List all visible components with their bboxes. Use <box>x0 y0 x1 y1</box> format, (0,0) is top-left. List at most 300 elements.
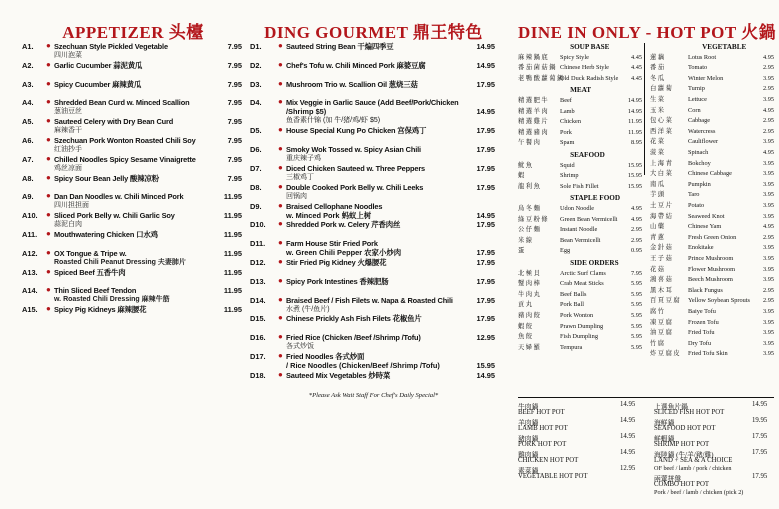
item-chinese-name: 上海青 <box>650 159 674 167</box>
bullet-icon: ● <box>278 200 283 210</box>
item-name: Fish Dumpling <box>560 333 598 341</box>
column-divider <box>644 43 645 175</box>
item-chinese-name: 貢丸 <box>518 301 534 309</box>
pot-price: 14.95 <box>620 401 636 408</box>
item-price: 3.95 <box>762 191 774 199</box>
item-chinese-name: 龍利魚 <box>518 182 542 190</box>
item-name: Spicy Pig Kidneys 麻辣腰花 <box>54 305 147 315</box>
item-name: Frozen Tofu <box>688 318 719 326</box>
item-name: Farm House Stir Fried Pork <box>286 239 378 249</box>
item-name-line2: /Shrimp $5) <box>286 107 327 117</box>
menu-item <box>250 258 497 277</box>
item-chinese-name: 老鴨酸蘿蔔鍋 <box>518 74 565 82</box>
item-name: Pork <box>560 128 572 136</box>
item-name: Watercress <box>688 127 716 135</box>
item-price: 4.95 <box>630 205 642 212</box>
item-chinese-name: 芋頭 <box>650 191 666 199</box>
item-chinese-name: 西洋菜 <box>650 127 674 135</box>
pot-chinese-name: 素菜鍋 <box>518 468 539 475</box>
item-name: Seaweed Knot <box>688 212 725 220</box>
item-price: 17.95 <box>476 257 495 267</box>
item-chinese-name: 午餐肉 <box>518 139 542 147</box>
item-price: 11.95 <box>223 192 242 202</box>
item-name: Tomato <box>688 64 708 72</box>
item-chinese-name: 精選肥牛 <box>518 97 550 104</box>
item-name: Szechuan Style Pickled Vegetable <box>54 42 168 51</box>
item-chinese-name: 番茄菌菇鍋 <box>518 64 557 72</box>
item-name: Thin Sliced Beef Tendon <box>54 286 137 296</box>
pot-price: 17.95 <box>752 449 768 456</box>
item-code: A6. <box>22 135 34 145</box>
item-chinese-name: 大白菜 <box>650 170 674 178</box>
item-name: Spicy Pork Intestines 香辣肥肠 <box>286 276 389 286</box>
item-price: 2.95 <box>762 233 774 241</box>
pot-name: PORK HOT POT <box>518 441 567 448</box>
item-chinese-name: 蝦餃 <box>518 322 534 330</box>
item-chinese-name: 豬肉餃 <box>518 312 542 319</box>
bullet-icon: ● <box>278 219 283 229</box>
bullet-icon: ● <box>46 247 51 257</box>
pot-price: 17.95 <box>752 433 768 440</box>
section-title: STAPLE FOOD <box>570 194 621 203</box>
item-code: A7. <box>22 154 34 164</box>
item-price: 17.95 <box>476 126 495 136</box>
menu-item <box>22 98 244 117</box>
item-name: Chinese Cabbage <box>688 170 732 178</box>
item-price: 11.95 <box>223 211 242 221</box>
item-price: 3.95 <box>762 244 774 252</box>
item-chinese-name: 綠豆粉條 <box>518 215 550 223</box>
item-price: 4.95 <box>630 215 642 223</box>
item-code: D5. <box>250 126 262 136</box>
item-chinese-name: 竹腐 <box>650 339 666 347</box>
menu-item <box>22 42 244 61</box>
item-chinese-name: 四川泡菜 <box>54 52 82 59</box>
item-price: 11.95 <box>223 305 242 315</box>
bullet-icon: ● <box>46 285 51 295</box>
bullet-icon: ● <box>46 266 51 276</box>
item-name: Enokitake <box>688 244 714 252</box>
item-name: Beech Mushroom <box>688 276 733 284</box>
item-price: 14.95 <box>476 60 495 70</box>
item-name: Sauteed Mix Vegetables 炒時菜 <box>286 370 391 380</box>
item-price: 7.95 <box>227 117 242 127</box>
item-name-line2: Roasted Chili Peanut Dressing 夫妻肺片 <box>54 258 186 266</box>
bullet-icon: ● <box>46 191 51 201</box>
item-name: Chicken <box>560 118 581 126</box>
bullet-icon: ● <box>46 134 51 144</box>
menu-item <box>22 174 244 193</box>
pot-chinese-name: 鮮蝦鍋 <box>654 436 675 443</box>
item-code: A12. <box>22 248 38 258</box>
menu-item <box>22 286 244 305</box>
item-chinese-name: 红油抄手 <box>54 145 82 153</box>
item-chinese-name: 冬瓜 <box>650 74 666 82</box>
pot-price: 19.95 <box>752 417 768 424</box>
item-code: D8. <box>250 182 262 192</box>
item-price: 3.95 <box>762 329 774 337</box>
item-chinese-name: 山藥 <box>650 223 666 231</box>
item-code: D14. <box>250 295 266 305</box>
menu-item <box>250 239 497 258</box>
bullet-icon: ● <box>278 369 283 379</box>
item-price: 2.95 <box>630 226 642 234</box>
item-name: Lettuce <box>688 96 707 103</box>
bullet-icon: ● <box>46 97 51 107</box>
item-chinese-name: 麻辣鍋底 <box>518 53 550 61</box>
item-name: Turnip <box>688 85 705 93</box>
item-name: Spinach <box>688 149 709 156</box>
section-title: MEAT <box>570 86 592 95</box>
item-price: 2.95 <box>762 117 774 125</box>
menu-item <box>250 296 497 315</box>
item-name: Fried Rice (Chicken /Beef /Shrimp /Tofu) <box>286 333 421 343</box>
pot-price: 14.95 <box>620 417 636 424</box>
item-name: Mouthwatering Chicken 口水鸡 <box>54 229 158 239</box>
item-name: Yellow Soybean Sprouts <box>688 297 750 305</box>
item-price: 14.95 <box>476 107 495 117</box>
item-chinese-name: 米線 <box>518 236 534 244</box>
item-name: OX Tongue & Tripe w. <box>54 248 127 258</box>
item-price: 7.95 <box>227 60 242 70</box>
item-price: 15.95 <box>627 172 642 180</box>
item-price: 14.95 <box>476 370 495 380</box>
bullet-icon: ● <box>46 172 51 182</box>
item-price: 17.95 <box>476 220 495 230</box>
item-chinese-name: 花菜 <box>650 138 666 146</box>
menu-item <box>250 164 497 183</box>
item-price: 11.95 <box>223 229 242 239</box>
item-chinese-name: 蓮藕 <box>650 53 666 61</box>
item-name: Green Bean Vermicelli <box>560 215 618 223</box>
ding-gourmet-title: DING GOURMET 鼎王特色 <box>264 23 483 42</box>
item-chinese-name: 百頁豆腐 <box>650 297 682 305</box>
bullet-icon: ● <box>278 181 283 191</box>
menu-item <box>250 98 497 126</box>
item-name: Double Cooked Pork Belly w. Chili Leeks <box>286 182 424 192</box>
item-price: 3.95 <box>762 318 774 326</box>
menu-item <box>250 352 497 371</box>
item-chinese-name: 回锅肉 <box>286 192 307 200</box>
item-code: A14. <box>22 286 38 296</box>
item-name: Taro <box>688 191 700 199</box>
appetizer-section <box>22 18 244 324</box>
item-price: 2.95 <box>762 64 774 72</box>
item-name: Dry Tofu <box>688 339 712 347</box>
item-code: D15. <box>250 314 266 324</box>
pot-price: 14.95 <box>620 433 636 440</box>
item-code: A1. <box>22 42 34 51</box>
item-name: Prawn Dumpling <box>560 322 604 330</box>
item-name: Fried Tofu Skin <box>688 350 728 358</box>
hot-pot-section <box>518 18 777 496</box>
pot-chinese-name: 羊肉鍋 <box>518 420 539 427</box>
item-chinese-name: 海帶結 <box>650 212 674 220</box>
bullet-icon: ● <box>278 238 283 248</box>
item-price: 2.95 <box>762 297 774 305</box>
bullet-icon: ● <box>278 256 283 266</box>
item-chinese-name: 重庆辣子鸡 <box>286 155 321 163</box>
item-name: Winter Melon <box>688 74 724 82</box>
item-code: D11. <box>250 239 266 249</box>
item-code: A11. <box>22 229 38 239</box>
item-chinese-name: 鱼香素什锦 (加 牛/猪/鸡/虾 $5) <box>286 117 381 125</box>
item-name: Chinese Prickly Ash Fish Filets 花椒鱼片 <box>286 314 422 324</box>
chef-special-note: *Please Ask Wait Staff For Chef's Daily Special* <box>308 391 439 399</box>
item-chinese-name: 番茄 <box>650 64 666 72</box>
item-price: 7.95 <box>227 135 242 145</box>
bullet-icon: ● <box>278 294 283 304</box>
item-price: 17.95 <box>476 182 495 192</box>
item-code: A5. <box>22 117 34 127</box>
item-chinese-name: 南瓜 <box>650 180 666 188</box>
item-chinese-name: 生菜 <box>650 96 666 103</box>
pot-name: COMBO HOT POT <box>654 481 710 488</box>
item-price: 3.95 <box>762 255 774 262</box>
item-code: D1. <box>250 42 262 51</box>
item-price: 11.95 <box>223 248 242 258</box>
item-code: D10. <box>250 220 266 230</box>
bullet-icon: ● <box>46 116 51 126</box>
item-price: 4.45 <box>630 53 642 61</box>
item-name: Bean Vermicelli <box>560 236 601 244</box>
pot-chinese-name: 豬肉鍋 <box>518 436 539 443</box>
menu-item <box>250 42 497 61</box>
menu-item <box>22 249 244 268</box>
item-price: 15.95 <box>627 161 642 169</box>
bullet-icon: ● <box>46 304 51 314</box>
bullet-icon: ● <box>278 275 283 285</box>
item-price: 14.95 <box>627 97 642 104</box>
item-name: Spam <box>560 139 575 147</box>
item-name: Lotus Root <box>688 53 717 61</box>
menu-item <box>250 314 497 333</box>
item-name: Garlic Cucumber 蒜泥黄瓜 <box>54 60 143 70</box>
item-code: D16. <box>250 333 266 343</box>
item-price: 15.95 <box>476 360 495 370</box>
pot-name: VEGETABLE HOT POT <box>518 473 588 480</box>
pot-name: LAMB HOT POT <box>518 425 568 432</box>
item-name: Braised Beef / Fish Filets w. Napa & Roasted Chili <box>286 295 453 305</box>
item-chinese-name: 菠菜 <box>650 149 666 156</box>
item-price: 2.95 <box>762 127 774 135</box>
bullet-icon: ● <box>278 350 283 360</box>
bullet-icon: ● <box>46 210 51 220</box>
item-price: 5.95 <box>630 301 642 309</box>
item-code: A8. <box>22 173 34 183</box>
item-chinese-name: 北極貝 <box>518 269 542 277</box>
bullet-icon: ● <box>278 332 283 342</box>
item-chinese-name: 三椒鸡丁 <box>286 173 314 181</box>
item-name: Chinese Yam <box>688 223 722 231</box>
item-code: D13. <box>250 276 266 286</box>
item-name: Szechuan Pork Wonton Roasted Chili Soy <box>54 135 196 145</box>
item-price: 14.95 <box>627 107 642 115</box>
item-code: A15. <box>22 305 38 315</box>
item-price: 0.95 <box>630 247 642 255</box>
pot-name: SLICED FISH HOT POT <box>654 409 725 416</box>
item-name: Beef Balls <box>560 290 587 298</box>
item-name-line2: / Rice Noodles (Chicken/Beef /Shrimp /Tofu) <box>286 360 440 370</box>
item-code: A2. <box>22 60 34 70</box>
item-name: Shrimp <box>560 172 579 180</box>
item-name: Lamb <box>560 107 575 115</box>
item-chinese-name: 鴻喜菇 <box>650 276 674 284</box>
pot-chinese-name: 牛肉鍋 <box>518 404 539 411</box>
item-price: 7.95 <box>227 79 242 89</box>
item-name: Fried Tofu <box>688 329 715 337</box>
item-name: Pork Ball <box>560 301 584 309</box>
item-price: 3.95 <box>762 159 774 167</box>
item-price: 5.95 <box>630 333 642 341</box>
item-chinese-name: 天婦羅 <box>518 343 542 351</box>
item-code: D6. <box>250 145 262 155</box>
item-name: Crab Meat Sticks <box>560 280 604 288</box>
item-code: D2. <box>250 60 262 70</box>
item-chinese-name: 鸡丝凉面 <box>54 164 82 172</box>
item-price: 4.95 <box>762 223 774 231</box>
item-name: Arctic Surf Clams <box>560 269 606 277</box>
item-name: Flower Mushroom <box>688 265 736 273</box>
item-price: 3.95 <box>762 96 774 103</box>
item-chinese-name: 蝦 <box>518 172 526 180</box>
item-name: Corn <box>688 106 701 114</box>
item-name: Spiced Beef 五香牛肉 <box>54 267 126 277</box>
item-chinese-name: 腐竹 <box>650 308 666 315</box>
item-name: Sole Fish Fillet <box>560 182 599 190</box>
item-name: Squid <box>560 161 575 169</box>
item-chinese-name: 四川担担面 <box>54 202 89 210</box>
item-price: 5.95 <box>630 322 642 330</box>
item-price: 14.95 <box>476 42 495 51</box>
item-chinese-name: 炸豆腐皮 <box>650 350 682 358</box>
item-chinese-name: 魚餃 <box>518 333 534 341</box>
item-price: 4.45 <box>630 74 642 82</box>
pot-chinese-name: 雞肉鍋 <box>518 452 539 459</box>
item-price: 3.95 <box>762 308 774 315</box>
bullet-icon: ● <box>46 153 51 163</box>
bullet-icon: ● <box>278 162 283 172</box>
menu-item <box>250 277 497 296</box>
pot-name: BEEF HOT POT <box>518 409 565 416</box>
item-price: 11.95 <box>628 128 642 136</box>
pot-price: 17.95 <box>752 473 768 480</box>
item-chinese-name: 各式炒饭 <box>286 343 314 351</box>
item-name: Udon Noodle <box>560 205 595 212</box>
item-price: 3.95 <box>762 74 774 82</box>
item-chinese-name: 玉米 <box>650 106 666 114</box>
item-price: 3.95 <box>762 212 774 220</box>
item-chinese-name: 葱油豆丝 <box>54 108 82 116</box>
item-price: 3.95 <box>762 265 774 273</box>
item-chinese-name: 蒜泥白肉 <box>54 221 82 229</box>
item-price: 5.95 <box>630 312 642 319</box>
menu-item <box>22 117 244 136</box>
item-name: Diced Chicken Sauteed w. Three Peppers <box>286 163 426 173</box>
item-code: D3. <box>250 79 262 89</box>
item-price: 3.95 <box>762 170 774 178</box>
item-name: Chef's Tofu w. Chili Minced Pork 麻婆豆腐 <box>286 60 426 70</box>
item-name: Pork Wonton <box>560 312 594 319</box>
item-price: 5.95 <box>630 343 642 351</box>
menu-item <box>22 80 244 99</box>
item-price: 3.95 <box>762 180 774 188</box>
item-price: 17.95 <box>476 79 495 89</box>
bullet-icon: ● <box>46 78 51 88</box>
item-price: 7.95 <box>227 42 242 51</box>
bullet-icon: ● <box>278 97 283 107</box>
bullet-icon: ● <box>46 228 51 238</box>
item-name-line2: w. Green Chili Pepper 农家小炒肉 <box>286 248 402 258</box>
item-chinese-name: 水煮 (牛/鱼片) <box>286 305 330 313</box>
item-name-line2: w. Minced Pork 蚂蚁上树 <box>286 210 372 220</box>
item-price: 2.95 <box>762 286 774 294</box>
item-price: 2.95 <box>762 85 774 93</box>
item-name: Cauliflower <box>688 138 719 146</box>
item-name: Sauteed String Bean 干煸四季豆 <box>286 42 394 51</box>
bullet-icon: ● <box>278 41 283 50</box>
item-price: 17.95 <box>476 163 495 173</box>
pot-name-line2: OF beef / lamb / pork / chicken <box>654 465 732 472</box>
item-price: 17.95 <box>476 248 495 258</box>
item-chinese-name: 牛肉丸 <box>518 290 542 298</box>
item-name-line2: w. Roasted Chili Dressing 麻辣牛筋 <box>54 296 170 304</box>
item-code: D7. <box>250 163 262 173</box>
item-chinese-name: 包心菜 <box>650 117 674 125</box>
item-name: Instant Noodle <box>560 226 598 234</box>
item-name: House Special Kung Po Chicken 宫保鸡丁 <box>286 126 427 136</box>
item-price: 11.95 <box>223 286 242 296</box>
menu-item <box>22 211 244 230</box>
item-chinese-name: 青蔥 <box>650 233 666 241</box>
bullet-icon: ● <box>278 313 283 323</box>
item-chinese-name: 公仔麵 <box>518 226 542 234</box>
pot-name: CHICKEN HOT POT <box>518 457 579 464</box>
menu-item <box>250 202 497 221</box>
pot-price: 14.95 <box>620 449 636 456</box>
item-code: D12. <box>250 257 266 267</box>
item-name: Spicy Cucumber 麻辣黄瓜 <box>54 79 142 89</box>
bullet-icon: ● <box>46 41 51 50</box>
item-code: A4. <box>22 98 34 108</box>
item-name: Dan Dan Noodles w. Chili Minced Pork <box>54 192 184 202</box>
section-title: VEGETABLE <box>702 43 747 51</box>
pot-chinese-name: 上選魚片鍋 <box>654 404 688 411</box>
item-name: Bokchoy <box>688 159 711 167</box>
item-price: 3.95 <box>762 276 774 284</box>
item-chinese-name: 蟹肉棒 <box>518 280 542 288</box>
item-name: Prince Mushroom <box>688 255 734 262</box>
ding-gourmet-section <box>250 18 497 399</box>
item-chinese-name: 金針菇 <box>650 244 674 252</box>
menu-item <box>22 268 244 287</box>
menu-item <box>22 155 244 174</box>
pot-name-line2: Pork / beef / lamb / chicken (pick 2) <box>654 489 744 496</box>
menu-item <box>250 80 497 99</box>
pot-name: LAND + SEA & A CHOICE <box>654 457 733 464</box>
item-name: Baiye Tofu <box>688 308 716 315</box>
item-chinese-name: 凍豆腐 <box>650 318 674 326</box>
item-price: 14.95 <box>476 210 495 220</box>
item-chinese-name: 精選豬肉 <box>518 128 550 136</box>
hot-pot-combos <box>518 397 774 496</box>
item-chinese-name: 花菇 <box>650 265 666 273</box>
item-name: Black Fungus <box>688 286 723 294</box>
item-name: Spicy Sour Bean Jelly 酸辣凉粉 <box>54 173 159 183</box>
item-name: Fried Noodles 各式炒面 <box>286 351 365 361</box>
menu-item <box>250 145 497 164</box>
pot-chinese-name: 海鮮鍋 <box>654 420 675 427</box>
